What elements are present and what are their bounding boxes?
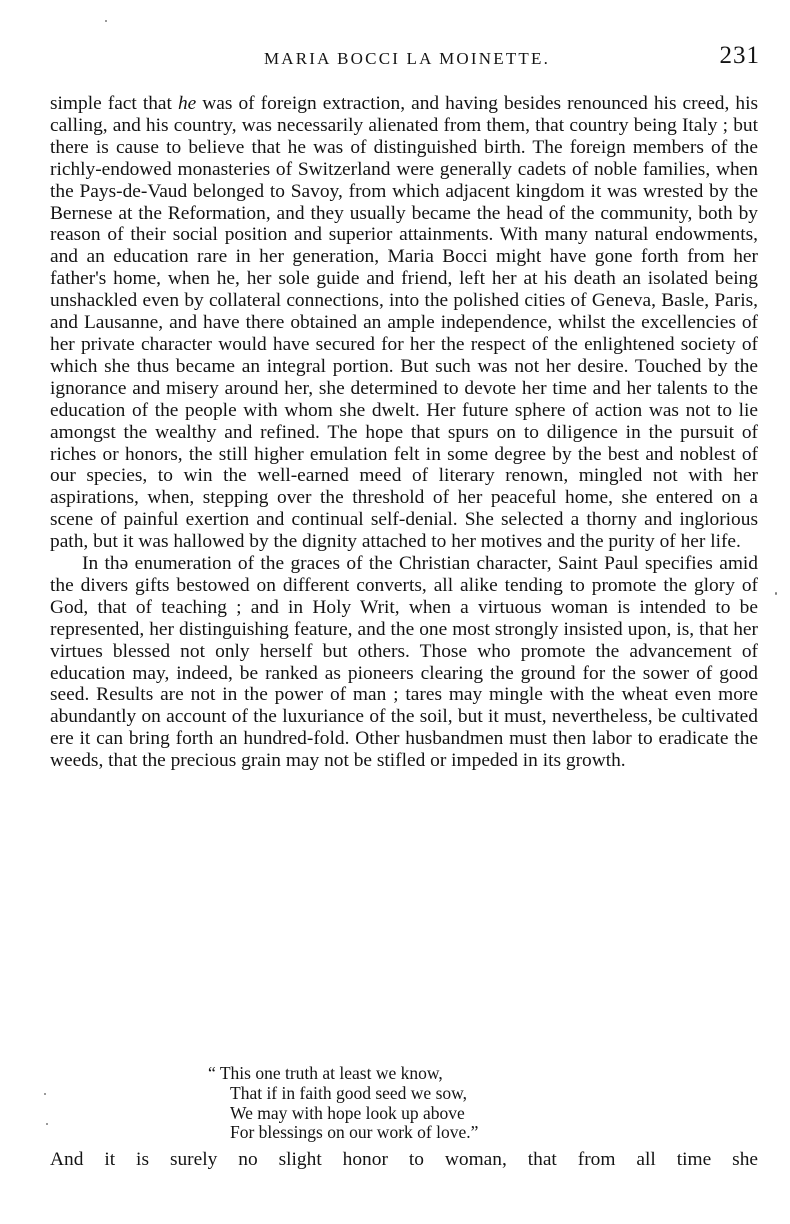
print-speck [105,20,107,22]
emphasized-word: he [177,93,197,114]
paragraph-1 [50,93,758,553]
print-speck [44,1093,46,1095]
running-title: MARIA BOCCI LA MOINETTE. [263,49,551,68]
print-speck [46,1123,48,1125]
verse-quotation [208,1064,608,1143]
paragraph-1-lead: simple fact that [50,93,178,114]
closing-line: And it is surely no slight honor to woman, that from all time she [50,1149,758,1170]
body-text [50,93,758,772]
paragraph-2: In thə enumeration of the graces of the Christian character, Saint Paul specifies amid the divers gifts bestowed on different converts, all alike tending to promote the glory of God, that of teaching ; and in Holy Writ, when a virtuous woman is intended to be represented, her distinguishing feature, and the one most strongly insisted upon, is, that her virtues blessed not only herself but others. Those who promote the advancement of education may, indeed, be ranked as pioneers clearing the ground for the sower of good seed. Results are not in the power of man ; tares may mingle with the wheat even more abundantly on account of the luxuriance of the soil, but it must, nevertheless, be cultivated ere it can bring forth an hundred-fold. Other husbandmen must then labor to eradicate the weeds, that the precious grain may not be stifled or impeded in its growth. [50,553,758,772]
print-speck [775,592,777,595]
page-number: 231 [719,42,760,69]
verse-line: That if in faith good seed we sow, [230,1082,468,1103]
paragraph-1-text: was of foreign extraction, and having besides renounced his creed, his calling, and his country, was necessarily alienated from them, that country being Italy ; but there is cause to believe that he was of distinguished birth. The foreign members of the richly-endowed monasteries of Switzerland were generally cadets of noble families, when the Pays-de-Vaud belonged to Savoy, from which adjacent kingdom it was wrested by the Bernese at the Reformation, and they usually became the head of the community, both by reason of their social position and superior attainments. With many natural endowments, and an education rare in her generation, Maria Bocci might have gone forth from her father's home, when he, her sole guide and friend, left her at his death an isolated being unshackled even by collateral connections, into the polished cities of Geneva, Basle, Paris, and Lausanne, and have there obtained an ample independence, whilst the excellencies of her private character would have secured for her the respect of the enlightened society of which she thus became an integral portion. But such was not her desire. Touched by the ignorance and misery around her, she determined to devote her time and her talents to the education of the people with whom she dwelt. Her future sphere of action was not to lie amongst the wealthy and refined. The hope that spurs on to diligence in the pursuit of riches or honors, the still higher emulation felt in some degree by the best and noblest of our species, to win the well-earned meed of literary renown, mingled not with her aspirations, when, stepping over the threshold of her peaceful home, she entered on a scene of painful exertion and continual self-denial. She selected a thorny and inglorious path, but it was hallowed by the dignity attached to her motives and the purity of her life. [50,93,759,553]
running-head [54,42,760,78]
verse-line: “ This one truth at least we know, [208,1063,443,1083]
verse-line: For blessings on our work of love.” [230,1122,479,1143]
verse-line: We may with hope look up above [230,1102,465,1123]
